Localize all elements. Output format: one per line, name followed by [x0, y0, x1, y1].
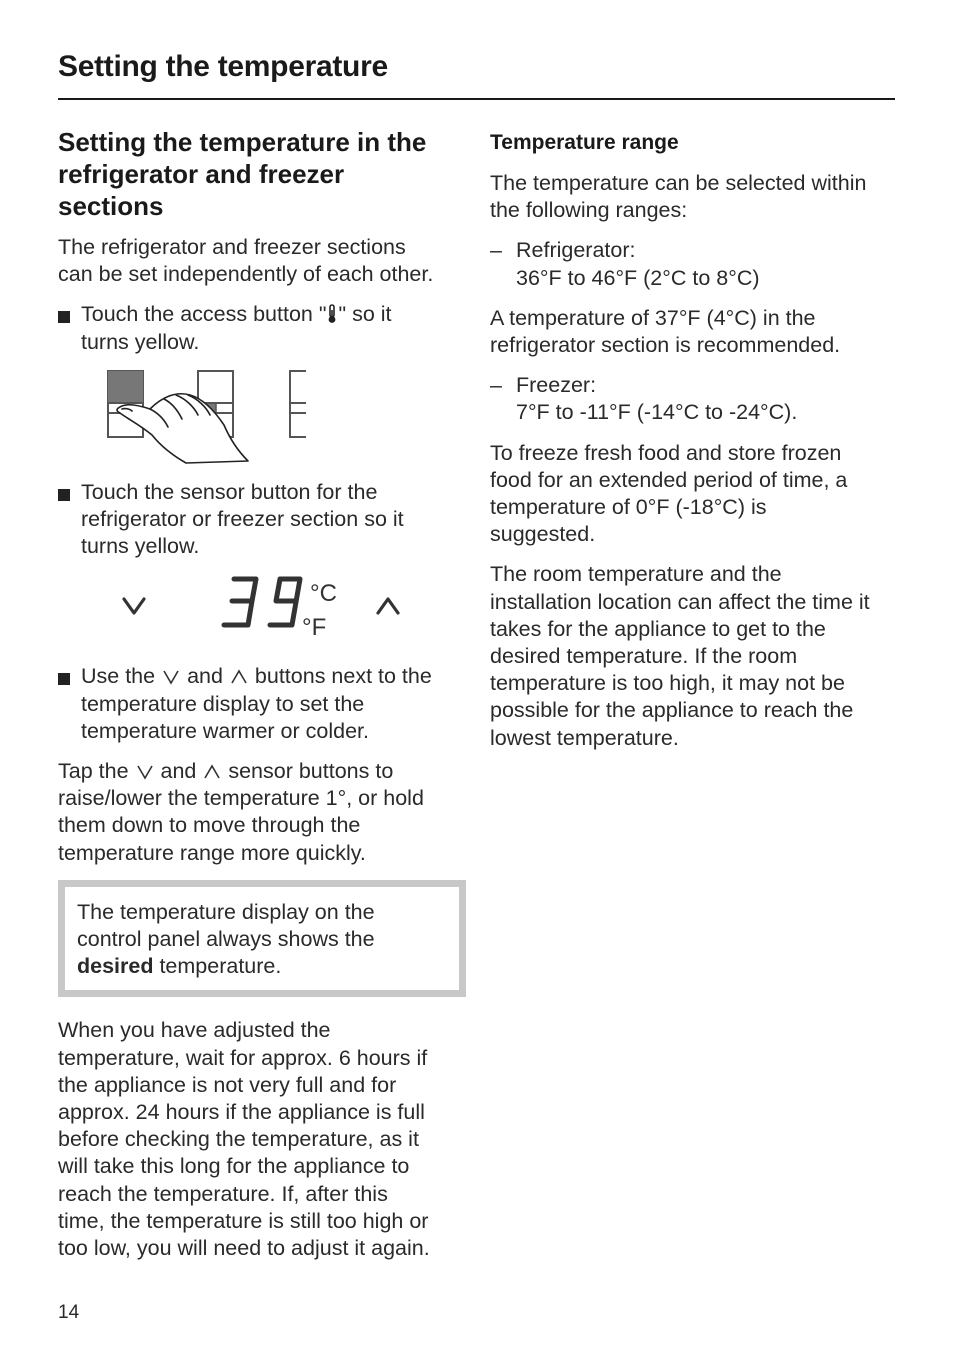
control-panel-illustration: [106, 369, 306, 465]
temperature-range-heading: Temperature range: [490, 131, 679, 154]
bullet-marker: [58, 311, 70, 323]
freezer-line: Freezer:: [516, 373, 597, 398]
unit-celsius: °C: [310, 580, 337, 608]
room-line: desired temperature. If the room: [490, 644, 798, 669]
tap-line: temperature range more quickly.: [58, 840, 366, 865]
final-line: the appliance is not very full and for: [58, 1072, 397, 1097]
note-line: control panel always shows the: [77, 927, 375, 952]
bullet-marker: [58, 673, 70, 685]
freezer-line: 7°F to -11°F (-14°C to -24°C).: [516, 400, 798, 425]
bullet-line: turns yellow.: [81, 329, 200, 354]
final-line: When you have adjusted the: [58, 1018, 331, 1043]
final-line: before checking the temperature, as it: [58, 1127, 419, 1152]
thermometer-icon: [327, 304, 337, 324]
panel-button-freezer-selected: [290, 371, 306, 437]
freeze-line: To freeze fresh food and store frozen: [490, 440, 842, 465]
bullet-line: temperature warmer or colder.: [81, 718, 369, 743]
bullet-sensor-button: [58, 479, 466, 561]
tap-text: and: [160, 759, 197, 784]
page-number: 14: [58, 1302, 80, 1323]
panel-button-access: [108, 371, 143, 437]
bullet-line: temperature display to set the: [81, 691, 365, 716]
final-line: time, the temperature is still too high or: [58, 1208, 429, 1233]
intro-line: can be set independently of each other.: [58, 262, 434, 287]
chevron-down-icon: [124, 599, 144, 613]
tap-text: sensor buttons to: [228, 759, 394, 784]
unit-fahrenheit: °F: [302, 614, 327, 642]
dash-marker: –: [490, 373, 502, 398]
tap-text: Tap the: [58, 759, 129, 784]
digit-3: [224, 579, 256, 625]
freeze-paragraph: [490, 440, 900, 549]
room-line: lowest temperature.: [490, 725, 679, 750]
fridge-line: 36°F to 46°F (2°C to 8°C): [516, 265, 760, 290]
right-column: [490, 126, 900, 765]
final-line: temperature, wait for approx. 6 hours if: [58, 1045, 428, 1070]
final-line: reach the temperature. If, after this: [58, 1181, 388, 1206]
final-line: too low, you will need to adjust it again.: [58, 1236, 430, 1261]
chevron-down-icon: [136, 764, 154, 780]
tap-line: them down to move through the: [58, 813, 361, 838]
tap-line: [58, 758, 466, 785]
title-rule: [58, 98, 895, 100]
heading-line: Setting the temperature in the: [58, 127, 427, 157]
bullet-line: turns yellow.: [81, 534, 200, 559]
room-paragraph: [490, 561, 900, 751]
tap-paragraph: [58, 758, 466, 867]
range-intro-line: The temperature can be selected within: [490, 171, 867, 195]
range-intro-line: the following ranges:: [490, 198, 688, 223]
range-intro: [490, 170, 900, 224]
bullet-line: refrigerator or freezer section so it: [81, 507, 404, 532]
chevron-up-icon: [203, 764, 221, 780]
freeze-line: temperature of 0°F (-18°C) is: [490, 495, 767, 520]
fridge-line: Refrigerator:: [516, 238, 636, 263]
chevron-up-icon: [378, 599, 398, 613]
digit-9: [270, 579, 300, 625]
note-emphasis: desired: [77, 954, 154, 979]
dash-marker: –: [490, 238, 502, 263]
room-line: temperature is too high, it may not be: [490, 671, 845, 696]
intro-paragraph: [58, 234, 466, 288]
bullet-line: [81, 301, 466, 328]
bullet-access-button: [58, 301, 466, 355]
bullet-text: and: [187, 664, 223, 689]
room-line: The room temperature and the: [490, 562, 782, 587]
heading-line: refrigerator and freezer: [58, 159, 345, 189]
note-line: [77, 953, 447, 980]
room-line: installation location can affect the time it: [490, 589, 870, 614]
bullet-arrow-buttons: [58, 663, 466, 745]
finger-pointing-icon: [117, 394, 248, 463]
chevron-down-icon: [162, 669, 180, 685]
final-line: approx. 24 hours if the appliance is full: [58, 1100, 425, 1125]
bullet-text: buttons next to the: [254, 664, 432, 689]
left-column: [58, 126, 466, 1275]
note-text: temperature.: [153, 954, 282, 979]
room-line: takes for the appliance to get to the: [490, 616, 826, 641]
recommend-line: refrigerator section is recommended.: [490, 333, 841, 358]
note-line: The temperature display on the: [77, 899, 375, 924]
heading-line: sections: [58, 191, 164, 221]
bullet-line: [81, 663, 466, 690]
section-heading: [58, 126, 466, 222]
recommend-paragraph: [490, 305, 900, 359]
final-line: will take this long for the appliance to: [58, 1154, 410, 1179]
bullet-text: Touch the access button ": [81, 302, 327, 327]
chevron-up-icon: [230, 669, 248, 685]
room-line: possible for the appliance to reach the: [490, 698, 854, 723]
final-paragraph: [58, 1017, 466, 1262]
seven-segment-digits: [224, 579, 300, 625]
intro-line: The refrigerator and freezer sections: [58, 235, 406, 259]
bullet-line: Touch the sensor button for the: [81, 479, 378, 504]
refrigerator-range: [490, 237, 900, 291]
bullet-text: " so it: [338, 302, 392, 327]
freezer-range: [490, 372, 900, 426]
bullet-text: Use the: [81, 664, 156, 689]
bullet-marker: [58, 489, 70, 501]
tap-line: raise/lower the temperature 1°, or hold: [58, 786, 424, 811]
freeze-line: food for an extended period of time, a: [490, 467, 848, 492]
freeze-line: suggested.: [490, 522, 596, 547]
note-box: [58, 880, 466, 998]
temperature-display-illustration: [120, 573, 420, 643]
recommend-line: A temperature of 37°F (4°C) in the: [490, 305, 816, 330]
page-title: Setting the temperature: [58, 50, 388, 83]
